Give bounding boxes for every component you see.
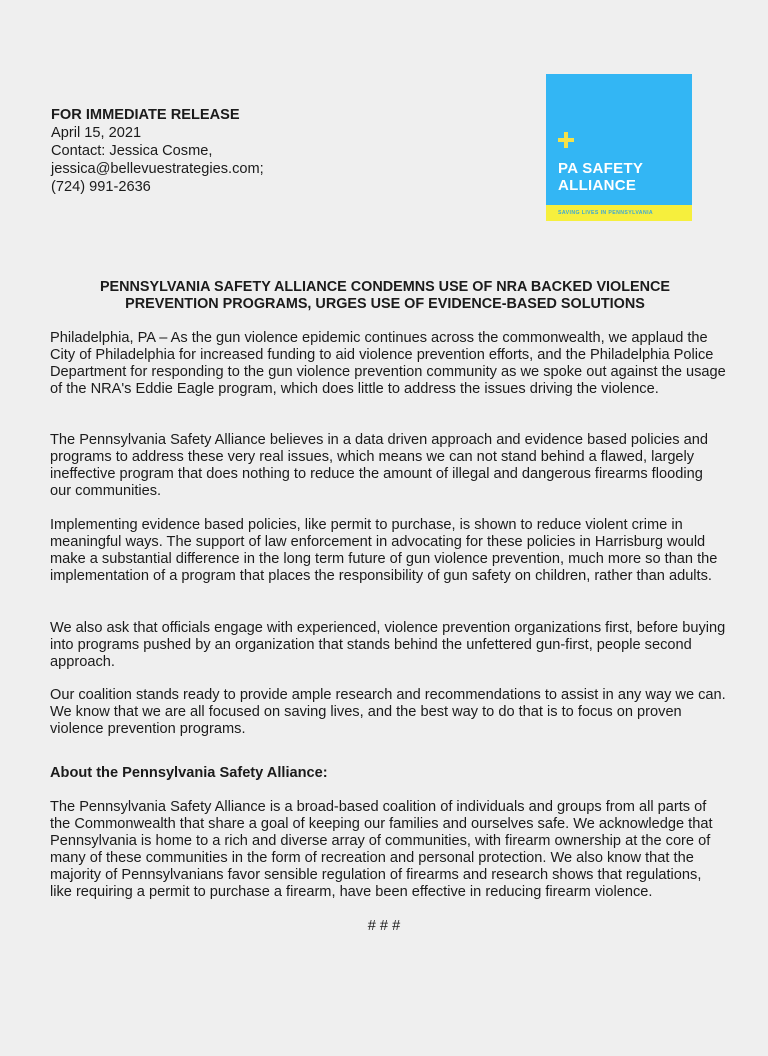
about-heading: About the Pennsylvania Safety Alliance: [50, 765, 328, 781]
contact-phone: (724) 991-2636 [51, 179, 151, 195]
pa-safety-alliance-logo [546, 74, 692, 221]
press-release-headline [60, 279, 710, 313]
about-paragraph: The Pennsylvania Safety Alliance is a broad-based coalition of individuals and groups from all parts of the Commonwealth that share a goal of keeping our families and ourselves safe. We acknowledge that Pennsylvania is home to a rich and diverse array of communities, with firearm ownership at the core of many of these communities in the form of recreation and personal protection. We also know that the majority of Pennsylvanians favor sensible regulation of firearms and research shows that regulations, like requiring a permit to purchase a firearm, have been effective in reducing firearm violence. [50, 799, 713, 900]
logo-tagline: SAVING LIVES IN PENNSYLVANIA [558, 210, 654, 216]
logo-line-2: ALLIANCE [558, 177, 637, 194]
contact-name: Contact: Jessica Cosme, [51, 143, 213, 159]
logo-line-1: PA SAFETY [558, 160, 644, 177]
contact-email: jessica@bellevuestrategies.com; [51, 161, 264, 177]
headline-line-2: PREVENTION PROGRAMS, URGES USE OF EVIDENCE-BASED SOLUTIONS [125, 296, 645, 312]
end-mark: # # # [367, 918, 401, 934]
body-paragraph-4: We also ask that officials engage with experienced, violence prevention organizations first, before buying into programs pushed by an organization that stands behind the unfettered gun-first, people second approach. [50, 620, 726, 670]
release-label: FOR IMMEDIATE RELEASE [51, 107, 240, 123]
logo-wordmark [558, 160, 643, 194]
body-paragraph-2: The Pennsylvania Safety Alliance believes in a data driven approach and evidence based policies and programs to address these very real issues, which means we can not stand behind a flawed, largely ineffective program that does nothing to reduce the amount of illegal and dangerous firearms flooding our communities. [50, 432, 708, 499]
release-date: April 15, 2021 [51, 125, 142, 141]
body-paragraph-1: Philadelphia, PA – As the gun violence epidemic continues across the commonwealth, we applaud the City of Philadelphia for increased funding to aid violence prevention efforts, and the Philadelphia Police Department for responding to the gun violence prevention community as we spoke out against the usage of the NRA's Eddie Eagle program, which does little to address the issues driving the violence. [50, 330, 726, 397]
headline-line-1: PENNSYLVANIA SAFETY ALLIANCE CONDEMNS USE OF NRA BACKED VIOLENCE [99, 279, 671, 295]
plus-icon [558, 132, 574, 148]
logo-tagline-bar [546, 205, 692, 221]
body-paragraph-5: Our coalition stands ready to provide ample research and recommendations to assist in any way we can. We know that we are all focused on saving lives, and the best way to do that is to focus on proven violence prevention programs. [50, 687, 726, 737]
release-header [51, 106, 264, 196]
body-paragraph-3: Implementing evidence based policies, like permit to purchase, is shown to reduce violent crime in meaningful ways. The support of law enforcement in advocating for these policies in Harrisburg would make a substantial difference in the long term future of gun violence prevention, much more so than the implementation of a program that places the responsibility of gun safety on children, rather than adults. [50, 517, 718, 584]
